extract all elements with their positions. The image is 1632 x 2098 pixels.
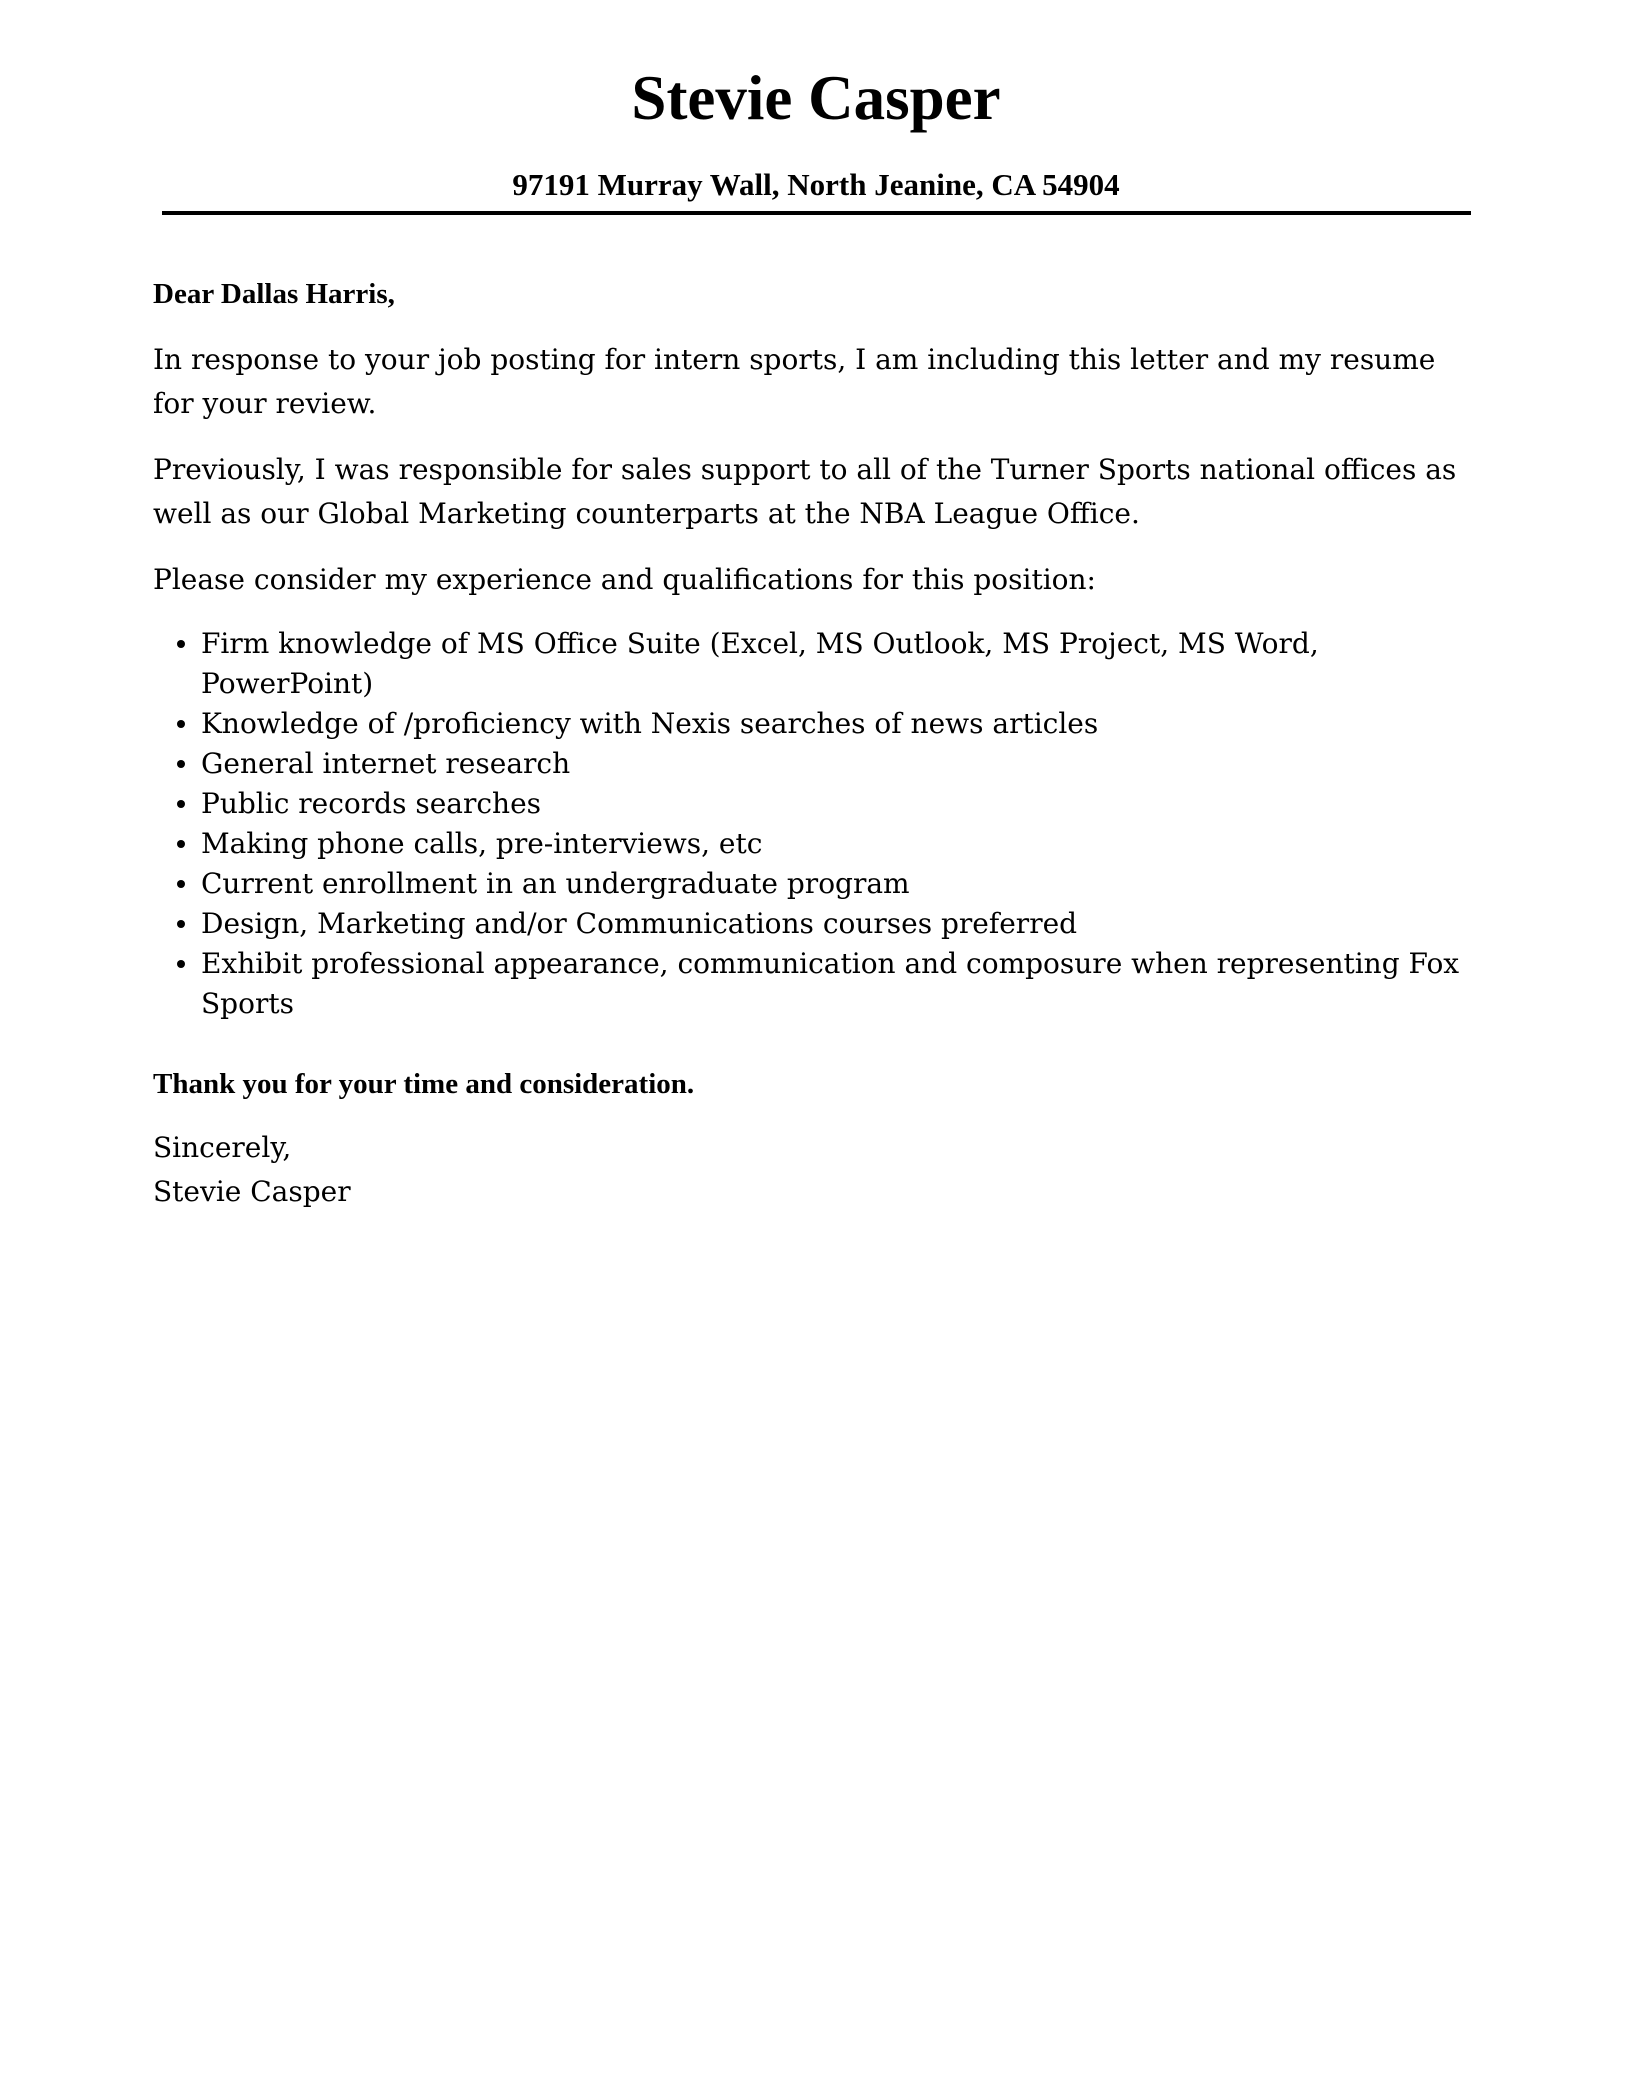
list-item-text: General internet research: [201, 747, 571, 780]
list-item-text: Current enrollment in an undergraduate program: [201, 867, 910, 900]
letter-body: [153, 272, 1483, 1214]
experience-paragraph: Previously, I was responsible for sales support to all of the Turner Sports national offices as well as our Global Marketing counterparts at the NBA League Office.: [153, 453, 1457, 530]
bullet-icon: [177, 880, 185, 888]
list-item: [153, 864, 1483, 904]
bullet-icon: [177, 760, 185, 768]
bullet-icon: [177, 840, 185, 848]
salutation: Dear Dallas Harris,: [153, 278, 395, 310]
bullet-icon: [177, 640, 185, 648]
intro-paragraph: In response to your job posting for intern sports, I am including this letter and my resume for your review.: [153, 343, 1436, 420]
thanks-line: Thank you for your time and consideration.: [153, 1068, 695, 1100]
list-item-text: Making phone calls, pre-interviews, etc: [201, 827, 763, 860]
bullet-icon: [177, 920, 185, 928]
bullet-icon: [177, 800, 185, 808]
header-divider: [162, 211, 1471, 215]
list-item: [153, 904, 1483, 944]
list-item: [153, 944, 1483, 1024]
list-item-text: Design, Marketing and/or Communications courses preferred: [201, 907, 1078, 940]
sender-address: 97191 Murray Wall, North Jeanine, CA 54904: [512, 167, 1120, 202]
list-item-text: Knowledge of /proficiency with Nexis searches of news articles: [201, 707, 1099, 740]
list-item: [153, 824, 1483, 864]
list-item: [153, 784, 1483, 824]
closing: Sincerely,: [153, 1131, 292, 1164]
list-item: [153, 624, 1483, 704]
list-item-text: Firm knowledge of MS Office Suite (Excel, MS Outlook, MS Project, MS Word, PowerPoint): [201, 627, 1319, 700]
list-item-text: Public records searches: [201, 787, 542, 820]
list-item: [153, 704, 1483, 744]
sender-name: Stevie Casper: [631, 63, 1001, 133]
signature: Stevie Casper: [153, 1175, 351, 1208]
list-item: [153, 744, 1483, 784]
bullet-icon: [177, 960, 185, 968]
bullet-icon: [177, 720, 185, 728]
qualifications-list: [153, 624, 1483, 1024]
list-item-text: Exhibit professional appearance, communication and composure when representing Fox Sports: [201, 947, 1460, 1020]
qualifications-intro: Please consider my experience and qualifications for this position:: [153, 563, 1096, 596]
